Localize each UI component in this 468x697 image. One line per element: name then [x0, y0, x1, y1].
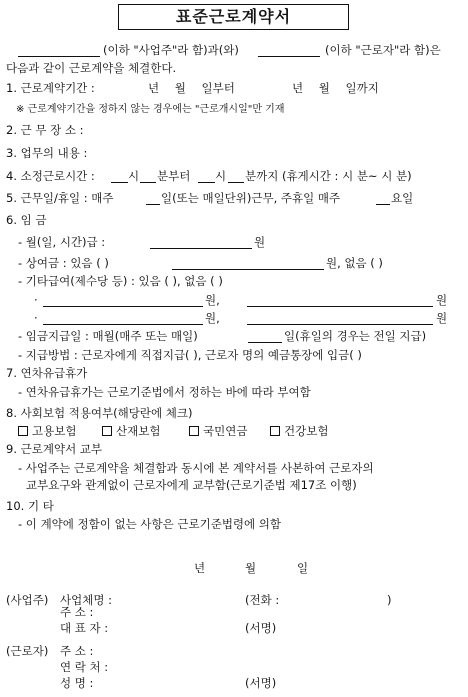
pension-checkbox[interactable]	[189, 426, 199, 436]
s4-label: 4. 소정근로시간 :	[6, 169, 95, 183]
s6-other-row1-left-won: 원,	[205, 293, 220, 307]
employer-company-label: 사업체명 :	[60, 593, 112, 607]
s6-other-row1-right-blank[interactable]	[247, 295, 433, 307]
industrial-insurance-checkbox[interactable]	[102, 426, 112, 436]
health-insurance-label: 건강보험	[284, 424, 329, 438]
employer-rep-label: 대 표 자 :	[60, 621, 109, 635]
s1-start: 년 월 일부터	[148, 81, 235, 95]
s6-pay-method: - 지급방법 : 근로자에게 직접지급( ), 근로자 명의 예금통장에 입금( )	[18, 348, 362, 362]
s6-other-row1-right-won: 원	[436, 293, 448, 307]
s6-label: 6. 임 금	[6, 213, 47, 227]
s2-label: 2. 근 무 장 소 :	[6, 123, 84, 137]
date-day: 일	[297, 561, 309, 575]
s6-other-row2-right-blank[interactable]	[247, 313, 433, 325]
intro-worker-label: (이하 "근로자"라 함)은	[325, 43, 441, 57]
s6-bonus: - 상여금 : 있음 ( )	[18, 256, 109, 270]
s5-days-blank[interactable]	[146, 193, 160, 205]
document-title: 표준근로계약서	[118, 4, 349, 30]
s9-line2: 교부요구와 관계없이 근로자에게 교부함(근로기준법 제17조 이행)	[26, 478, 357, 492]
s6-pay-day-note: 일(휴일의 경우는 전일 지급)	[284, 329, 427, 343]
s7-label: 7. 연차유급휴가	[6, 366, 88, 380]
s6-wage: - 월(일, 시간)급 :	[18, 235, 106, 249]
s10-text: - 이 계약에 정함이 없는 사항은 근로기준법령에 의함	[18, 517, 282, 531]
s6-other: - 기타급여(제수당 등) : 있음 ( ), 없음 ( )	[18, 274, 223, 288]
pension-label: 국민연금	[203, 424, 248, 438]
s5-mid: 일(또는 매일단위)근무, 주휴일 매주	[161, 191, 341, 205]
employer-tag: (사업주)	[6, 593, 49, 607]
s5-label: 5. 근무일/휴일 : 매주	[6, 191, 114, 205]
s6-pay-day-label: - 임금지급일 : 매월(매주 또는 매일)	[18, 329, 198, 343]
s6-pay-day-blank[interactable]	[248, 331, 282, 343]
s4-end-hour-blank[interactable]	[198, 171, 215, 183]
s4-start-min-blank[interactable]	[140, 171, 156, 183]
s8-label: 8. 사회보험 적용여부(해당란에 체크)	[6, 406, 193, 420]
employment-insurance-label: 고용보험	[32, 424, 77, 438]
s6-other-row2-left-blank[interactable]	[43, 313, 203, 325]
s5-end: 요일	[391, 191, 414, 205]
s6-other-row2-right-won: 원	[436, 311, 448, 325]
s6-wage-blank[interactable]	[150, 237, 252, 249]
s6-bonus-won: 원, 없음 ( )	[326, 256, 383, 270]
s6-bonus-amount-blank[interactable]	[172, 258, 324, 270]
worker-name-label: 성 명 :	[60, 676, 94, 690]
s6-other-row2-left-won: 원,	[205, 311, 220, 325]
employer-phone-end: )	[387, 593, 392, 607]
industrial-insurance-label: 산재보험	[116, 424, 161, 438]
employer-phone-label: (전화 :	[245, 593, 280, 607]
employer-address-label: 주 소 :	[60, 605, 94, 619]
s4-t1: 시	[128, 169, 140, 183]
employer-sign: (서명)	[245, 621, 277, 635]
s4-t2: 분부터	[157, 169, 191, 183]
s10-label: 10. 기 타	[6, 499, 54, 513]
insurance-industrial-option[interactable]	[102, 425, 160, 438]
s6-wage-won: 원	[254, 235, 266, 249]
s5-dayoff-blank[interactable]	[376, 193, 390, 205]
date-year: 년	[194, 561, 206, 575]
worker-name-blank[interactable]	[258, 45, 320, 57]
s4-t4: 분까지 (휴게시간 : 시 분~ 시 분)	[245, 169, 412, 183]
intro-line-2: 다음과 같이 근로계약을 체결한다.	[6, 61, 177, 75]
date-month: 월	[245, 561, 257, 575]
s9-label: 9. 근로계약서 교부	[6, 442, 103, 456]
worker-contact-label: 연 락 처 :	[60, 660, 109, 674]
s6-other-row2-bullet: ·	[34, 311, 38, 325]
s3-label: 3. 업무의 내용 :	[6, 146, 88, 160]
insurance-pension-option[interactable]	[189, 425, 247, 438]
worker-tag: (근로자)	[6, 644, 49, 658]
worker-sign: (서명)	[245, 676, 277, 690]
s4-t3: 시	[215, 169, 227, 183]
intro-employer-label: (이하 "사업주"라 함)과(와)	[103, 43, 239, 57]
employment-insurance-checkbox[interactable]	[18, 426, 28, 436]
insurance-employment-option[interactable]	[18, 425, 76, 438]
worker-address-label: 주 소 :	[60, 644, 94, 658]
s1-note: ※ 근로계약기간을 정하지 않는 경우에는 "근로개시일"만 기재	[16, 104, 285, 115]
insurance-health-option[interactable]	[270, 425, 328, 438]
s4-end-min-blank[interactable]	[228, 171, 244, 183]
s1-label: 1. 근로계약기간 :	[6, 81, 95, 95]
s9-line1: - 사업주는 근로계약을 체결함과 동시에 본 계약서를 사본하여 근로자의	[18, 461, 374, 475]
health-insurance-checkbox[interactable]	[270, 426, 280, 436]
s1-end: 년 월 일까지	[292, 81, 379, 95]
s6-other-row1-left-blank[interactable]	[43, 295, 203, 307]
s6-other-row1-bullet: ·	[34, 293, 38, 307]
employer-name-blank[interactable]	[18, 45, 100, 57]
s4-start-hour-blank[interactable]	[111, 171, 128, 183]
s7-text: - 연차유급휴가는 근로기준법에서 정하는 바에 따라 부여함	[18, 385, 311, 399]
